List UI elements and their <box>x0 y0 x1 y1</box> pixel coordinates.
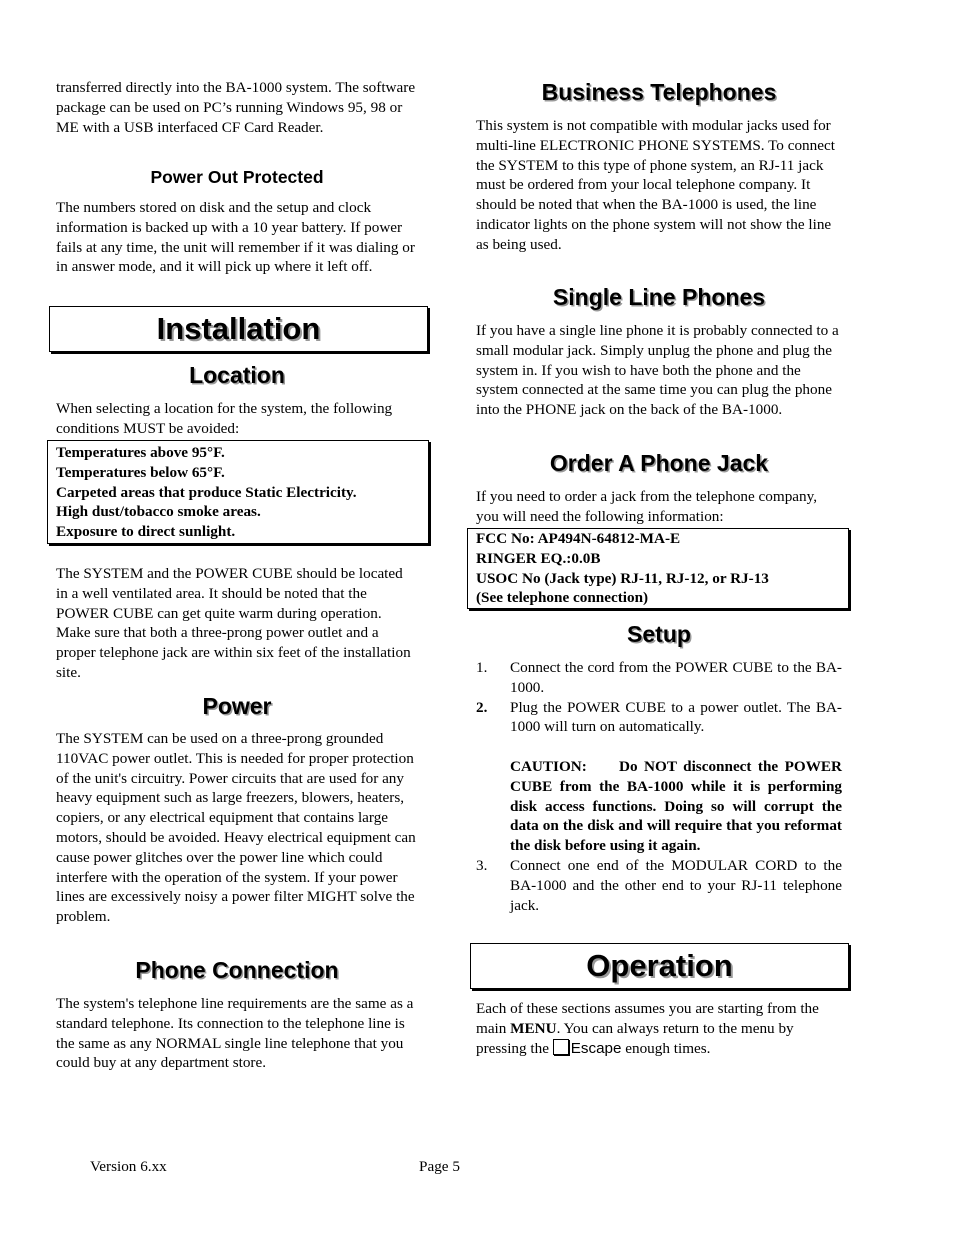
location-heading: Location <box>189 362 285 388</box>
condition-item: Carpeted areas that produce Static Electricity. <box>56 483 357 501</box>
operation-heading: Operation <box>470 943 849 989</box>
jack-info-box <box>467 528 849 609</box>
step-text: Plug the POWER CUBE to a power outlet. The BA-1000 will turn on automatically. <box>510 698 842 736</box>
setup-step <box>476 698 842 856</box>
menu-word: MENU <box>510 1019 557 1037</box>
step-number: 3. <box>476 856 488 874</box>
caution-note <box>510 757 842 856</box>
setup-steps <box>476 658 842 915</box>
condition-item: Exposure to direct sunlight. <box>56 523 236 541</box>
operation-paragraph <box>476 999 842 1058</box>
caution-text: Do NOT disconnect the POWER CUBE from the BA-1000 while it is performing disk access functions. Doing so will corrupt the data on the disk and will require that you reformat the disk before using it again. <box>510 757 843 855</box>
jack-info-item: (See telephone connection) <box>476 589 649 607</box>
caution-label: CAUTION: <box>510 757 587 775</box>
setup-heading: Setup <box>627 621 691 647</box>
escape-key-icon <box>553 1039 569 1055</box>
location-paragraph-2: The SYSTEM and the POWER CUBE should be located in a well ventilated area. It should be noted that the POWER CUBE can get quite warm during operation. Make sure that both a three-prong power outlet and a proper telephone jack are within six feet of the installation site. <box>56 565 411 681</box>
escape-key-label: Escape <box>570 1039 622 1057</box>
setup-step <box>476 658 842 698</box>
setup-step <box>476 856 842 915</box>
order-jack-heading: Order A Phone Jack <box>549 450 769 476</box>
step-number: 2. <box>476 698 488 716</box>
single-line-paragraph: If you have a single line phone it is probably connected to a small modular jack. Simply unplug the phone and plug the system in. If you wish to have both the phone and the system connected at the same time you can plug the phone into the PHONE jack on the back of the BA-1000. <box>476 322 839 419</box>
order-jack-paragraph: If you need to order a jack from the telephone company, you will need the following information: <box>476 488 818 525</box>
condition-item: High dust/tobacco smoke areas. <box>56 503 261 521</box>
step-text: Connect one end of the MODULAR CORD to the BA-1000 and the other end to your RJ-11 telephone jack. <box>510 856 842 914</box>
operation-text-1: Each of these sections assumes you are starting from the main <box>476 1000 819 1037</box>
power-out-paragraph: The numbers stored on disk and the setup and clock information is backed up with a 10 year battery. If power fails at any time, the unit will remember if it was dialing or in answer mode, and it will pick up where it left off. <box>56 199 415 276</box>
jack-info-item: USOC No (Jack type) RJ-11, RJ-12, or RJ-13 <box>476 569 769 587</box>
operation-text-3: enough times. <box>621 1039 711 1057</box>
power-heading: Power <box>202 693 272 719</box>
step-text: Connect the cord from the POWER CUBE to the BA-1000. <box>510 659 842 696</box>
business-telephones-paragraph: This system is not compatible with modular jacks used for multi-line ELECTRONIC PHONE SYSTEMS. To connect the SYSTEM to this type of phone system, an RJ-11 jack must be ordered from your local telephone company. It should be noted that when the BA-1000 is used, the line indicator lights on the phone system will not show the line as being used. <box>476 117 835 253</box>
intro-paragraph: transferred directly into the BA-1000 system. The software package can be used on PC’s running Windows 95, 98 or ME with a USB interfaced CF Card Reader. <box>56 79 416 136</box>
location-paragraph: When selecting a location for the system, the following conditions MUST be avoided: <box>56 400 393 437</box>
jack-info-item: RINGER EQ.:0.0B <box>476 549 601 567</box>
installation-heading: Installation <box>49 306 428 352</box>
business-telephones-heading: Business Telephones <box>541 79 777 105</box>
single-line-heading: Single Line Phones <box>552 284 766 310</box>
power-paragraph: The SYSTEM can be used on a three-prong grounded 110VAC power outlet. This is needed for proper protection of the unit's circuitry. Power circuits that are used for any heavy equipment such as large freezers, blowers, heaters, copiers, or any electrical equipment that contains large motors, should be avoided. Heavy electrical equipment can cause power glitches over the power line which could interfere with the operation of the system. If your power lines are excessively noisy a power filter MIGHT solve the problem. <box>56 730 416 926</box>
phone-connection-heading: Phone Connection <box>135 957 339 983</box>
phone-connection-paragraph: The system's telephone line requirements are the same as a standard telephone. Its connection to the telephone line is the same as any NORMAL single line telephone that you could buy at any department store. <box>56 995 414 1072</box>
condition-item: Temperatures above 95°F. <box>56 444 225 461</box>
conditions-box <box>47 440 429 544</box>
power-out-heading: Power Out Protected <box>150 167 324 187</box>
step-number: 1. <box>476 659 488 676</box>
jack-info-item: FCC No: AP494N-64812-MA-E <box>476 530 681 547</box>
operation-text-2: . You can always return to the menu by pressing the <box>476 1019 794 1057</box>
footer-page-number: Page 5 <box>419 1158 460 1175</box>
footer-version: Version 6.xx <box>90 1158 167 1175</box>
condition-item: Temperatures below 65°F. <box>56 463 225 481</box>
